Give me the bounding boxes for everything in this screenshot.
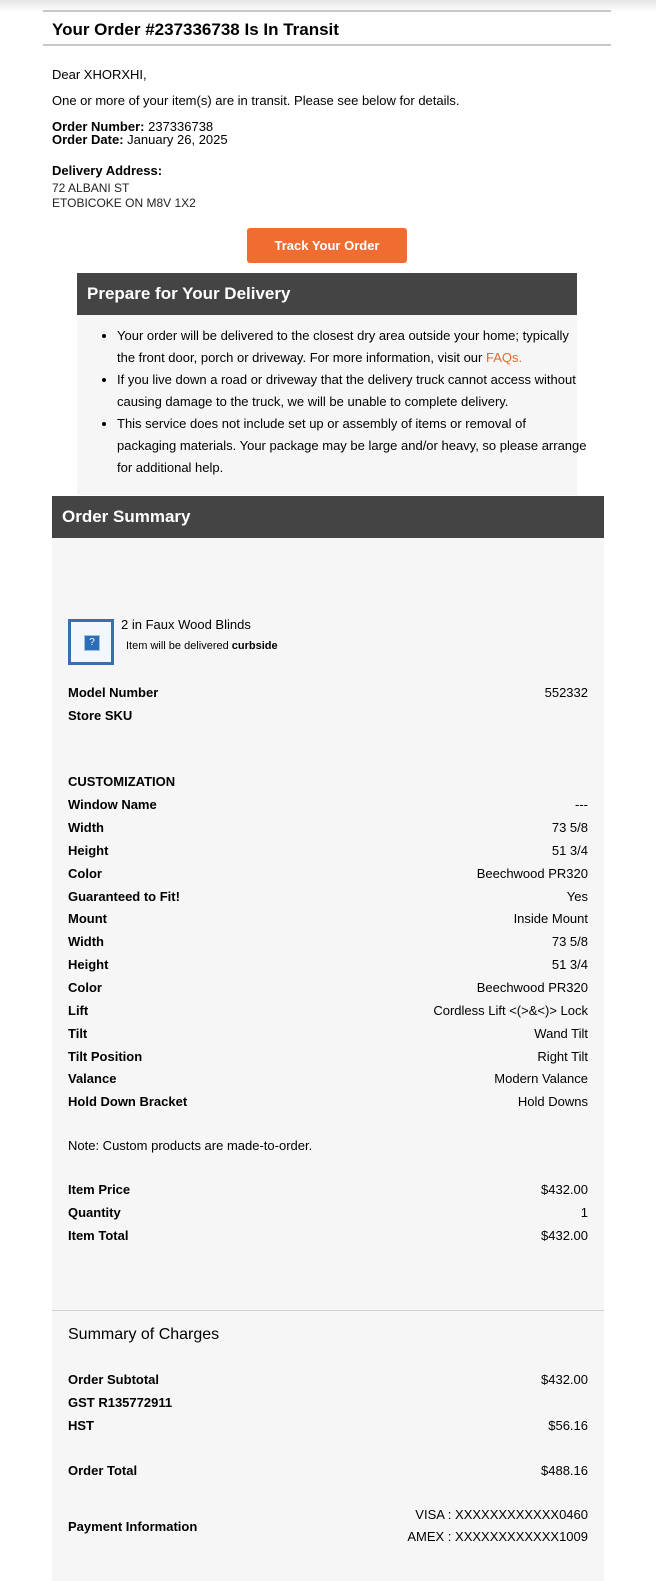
spec-label: Guaranteed to Fit! [68, 889, 180, 904]
spec-value: 51 3/4 [551, 957, 588, 972]
order-date-value: January 26, 2025 [127, 132, 228, 147]
product-image[interactable] [68, 619, 114, 665]
list-item: • This service does not include set up or assembly of items or removal of packaging materials. Your package may be large and/or heavy, so please arrange for additional help. [117, 413, 587, 479]
order-subtotal-label: Order Subtotal [68, 1372, 160, 1387]
model-number-row [68, 685, 588, 705]
bullet-text-1: Your order will be delivered to the closest dry area outside your home; typically the front door, porch or driveway. For more information, visit our [117, 328, 569, 365]
custom-note: Note: Custom products are made-to-order. [68, 1138, 313, 1153]
spec-row [68, 980, 588, 1000]
spec-label: Mount [68, 911, 107, 926]
spec-row [68, 797, 588, 817]
spec-row [68, 911, 588, 931]
track-order-button[interactable]: Track Your Order [247, 228, 407, 263]
spec-label: Color [68, 980, 102, 995]
spec-value: Cordless Lift <(>&<)> Lock [433, 1003, 588, 1018]
greeting: Dear XHORXHI, [52, 67, 147, 82]
divider [52, 1310, 604, 1311]
spec-value: 73 5/8 [551, 934, 588, 949]
item-price-row [68, 1182, 588, 1202]
order-number-value: 237336738 [148, 119, 214, 134]
spec-value: Modern Valance [494, 1071, 588, 1086]
item-total-label: Item Total [68, 1228, 129, 1243]
spec-row [68, 820, 588, 840]
order-total-label: Order Total [68, 1463, 138, 1478]
spec-row [68, 889, 588, 909]
product-name: 2 in Faux Wood Blinds [121, 617, 251, 632]
order-summary-panel [52, 496, 604, 1581]
spec-label: Lift [68, 1003, 89, 1018]
spec-value: 73 5/8 [551, 820, 588, 835]
list-item: • If you live down a road or driveway that the delivery truck cannot access without causing damage to the truck, we will be unable to complete delivery. [117, 369, 587, 413]
gst-row [68, 1395, 588, 1415]
summary-of-charges-title: Summary of Charges [68, 1326, 220, 1343]
spec-value: Beechwood PR320 [476, 866, 588, 881]
spec-row [68, 866, 588, 886]
store-sku-label: Store SKU [68, 708, 133, 723]
spec-label: Height [68, 957, 109, 972]
prepare-delivery-panel [77, 273, 587, 495]
delivery-address-line1: 72 ALBANI ST [52, 181, 130, 195]
spec-label: Valance [68, 1071, 117, 1086]
order-date [52, 132, 228, 147]
faq-link[interactable]: FAQs. [485, 350, 523, 365]
delivery-address-label: Delivery Address: [52, 163, 163, 178]
spec-value: 51 3/4 [551, 843, 588, 858]
list-item [117, 325, 587, 369]
customization-heading: CUSTOMIZATION [68, 774, 176, 789]
hst-label: HST [68, 1418, 94, 1433]
image-placeholder-icon: ? [84, 635, 100, 651]
model-number-value: 552332 [544, 685, 588, 700]
spec-label: Hold Down Bracket [68, 1094, 188, 1109]
spec-value: Yes [566, 889, 588, 904]
spec-label: Width [68, 820, 104, 835]
payment-method-row [68, 1507, 588, 1527]
delivery-method-note [126, 640, 278, 652]
spec-value: Inside Mount [513, 911, 588, 926]
intro-text: One or more of your item(s) are in transit. Please see below for details. [52, 93, 460, 108]
payment-method-row [68, 1529, 588, 1549]
spec-label: Window Name [68, 797, 157, 812]
model-number-label: Model Number [68, 685, 159, 700]
spec-label: Tilt [68, 1026, 88, 1041]
prepare-delivery-title: Prepare for Your Delivery [77, 273, 577, 315]
spec-value: --- [575, 797, 588, 812]
item-total-value: $432.00 [541, 1228, 588, 1243]
store-sku-row [68, 708, 588, 728]
spec-row [68, 1049, 588, 1069]
order-total-row [68, 1463, 588, 1483]
order-summary-title: Order Summary [52, 496, 604, 538]
quantity-label: Quantity [68, 1205, 121, 1220]
order-number-label: Order Number: [52, 119, 145, 134]
page-title: Your Order #237336738 Is In Transit [52, 20, 339, 39]
delivery-address-line2: ETOBICOKE ON M8V 1X2 [52, 196, 196, 210]
customization-heading-row [68, 774, 588, 794]
order-date-label: Order Date: [52, 132, 124, 147]
order-subtotal-value: $432.00 [541, 1372, 588, 1387]
spec-value: Right Tilt [537, 1049, 588, 1064]
hst-value: $56.16 [548, 1418, 588, 1433]
payment-info-label: Payment Information [68, 1519, 198, 1534]
quantity-row [68, 1205, 588, 1225]
order-total-value: $488.16 [541, 1463, 588, 1478]
spec-label: Height [68, 843, 109, 858]
spec-value: Wand Tilt [534, 1026, 588, 1041]
item-total-row [68, 1228, 588, 1248]
item-price-value: $432.00 [541, 1182, 588, 1197]
spec-row [68, 843, 588, 863]
payment-method-visa: VISA : XXXXXXXXXXXX0460 [415, 1507, 588, 1522]
spec-label: Tilt Position [68, 1049, 143, 1064]
prepare-delivery-list [97, 325, 587, 479]
spec-label: Width [68, 934, 104, 949]
delivery-note-text: Item will be delivered [126, 640, 232, 652]
email-header [43, 10, 611, 46]
spec-value: Beechwood PR320 [476, 980, 588, 995]
hst-row [68, 1418, 588, 1438]
gst-label: GST R135772911 [68, 1395, 173, 1410]
spec-row [68, 957, 588, 977]
item-price-label: Item Price [68, 1182, 131, 1197]
spec-value: Hold Downs [517, 1094, 588, 1109]
spec-row [68, 1071, 588, 1091]
spec-row [68, 934, 588, 954]
spec-row [68, 1094, 588, 1114]
delivery-note-method: curbside [231, 640, 278, 652]
order-subtotal-row [68, 1372, 588, 1392]
spec-row [68, 1003, 588, 1023]
spec-label: Color [68, 866, 102, 881]
quantity-value: 1 [580, 1205, 588, 1220]
payment-method-amex: AMEX : XXXXXXXXXXXX1009 [407, 1529, 588, 1544]
spec-row [68, 1026, 588, 1046]
